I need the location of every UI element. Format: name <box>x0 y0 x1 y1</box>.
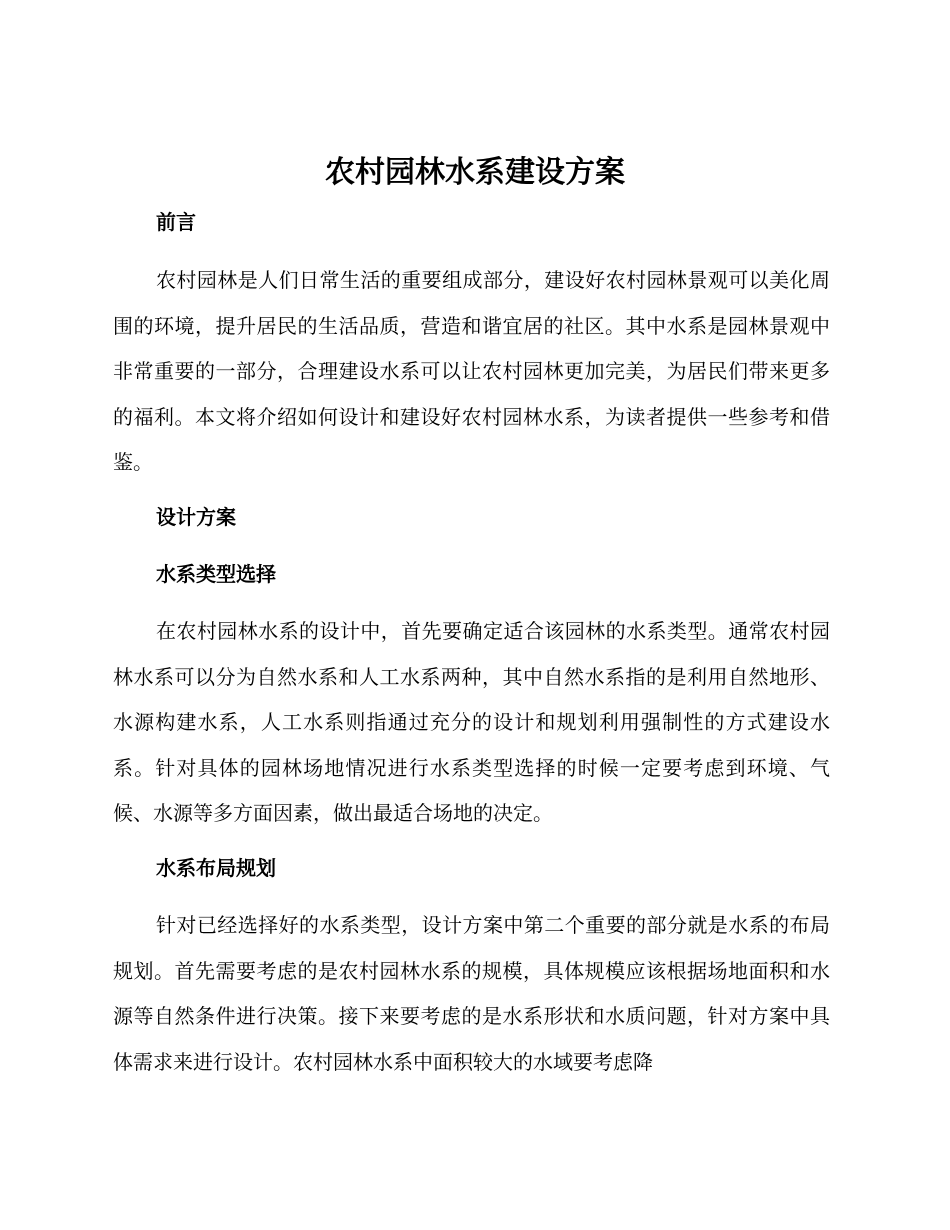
section-heading-water-system-type: 水系类型选择 <box>156 562 276 586</box>
section-paragraph-water-system-type: 在农村园林水系的设计中，首先要确定适合该园林的水系类型。通常农村园林水系可以分为自然水系和人工水系两种，其中自然水系指的是利用自然地形、水源构建水系，人工水系则指通过充分的设计和规划利用强制性的方式建设水系。针对具体的园林场地情况进行水系类型选择的时候一定要考虑到环境、气候、水源等多方面因素，做出最适合场地的决定。 <box>113 619 830 825</box>
section-heading-preface: 前言 <box>156 210 196 234</box>
section-paragraph-preface: 农村园林是人们日常生活的重要组成部分，建设好农村园林景观可以美化周围的环境，提升居民的生活品质，营造和谐宜居的社区。其中水系是园林景观中非常重要的一部分，合理建设水系可以让农村园林更加完美，为居民们带来更多的福利。本文将介绍如何设计和建设好农村园林水系，为读者提供一些参考和借鉴。 <box>113 268 830 474</box>
document-title: 农村园林水系建设方案 <box>325 155 625 190</box>
section-paragraph-water-system-layout: 针对已经选择好的水系类型，设计方案中第二个重要的部分就是水系的布局规划。首先需要考虑的是农村园林水系的规模，具体规模应该根据场地面积和水源等自然条件进行决策。接下来要考虑的是水系形状和水质问题，针对方案中具体需求来进行设计。农村园林水系中面积较大的水域要考虑降 <box>113 913 830 1074</box>
section-heading-water-system-layout: 水系布局规划 <box>156 856 276 880</box>
section-heading-design-plan: 设计方案 <box>156 505 236 529</box>
